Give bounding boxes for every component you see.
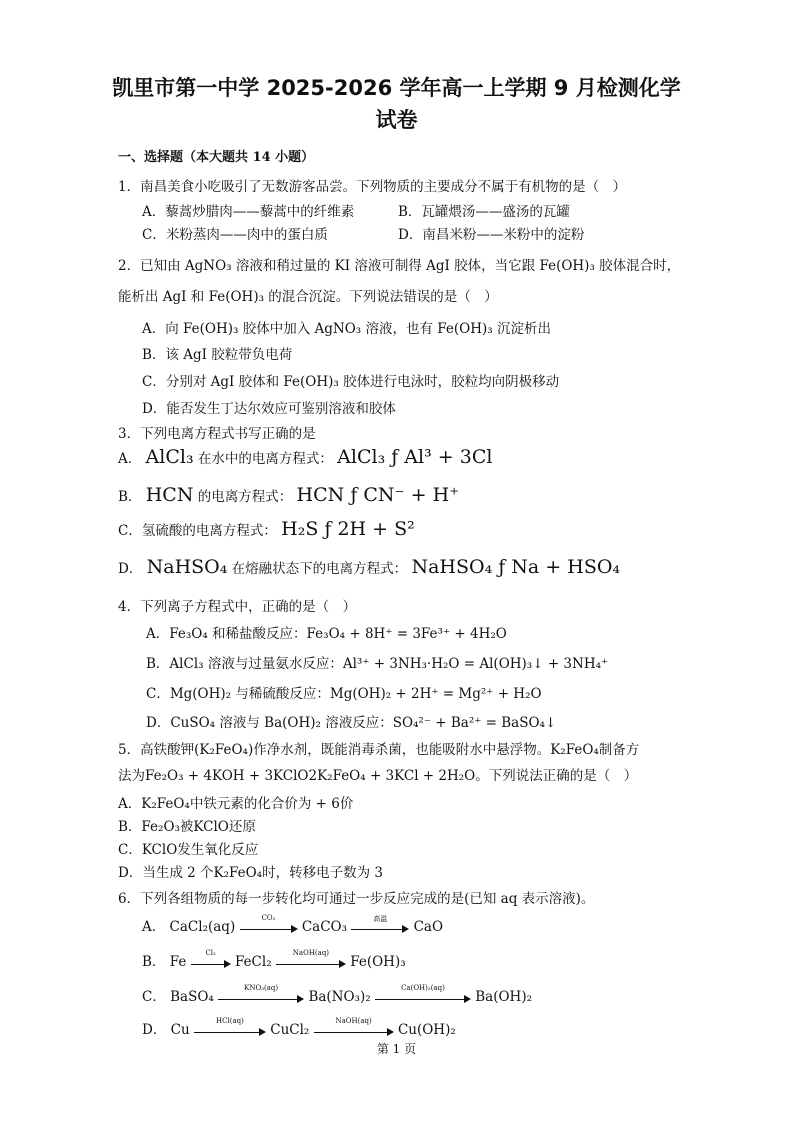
q3-option-c <box>118 518 415 540</box>
q6-d-arrow1 <box>194 1016 266 1038</box>
q3-b-equation: HCN ƒ CN⁻ + H⁺ <box>296 484 460 506</box>
q6-b-species2: FeCl₂ <box>234 954 272 970</box>
q6-option-b <box>142 950 406 970</box>
q1-option-a: A．藜蒿炒腊肉——藜蒿中的纤维素 <box>142 204 355 220</box>
q6-b-cond1: Cl₂ <box>205 948 216 957</box>
q6-a-species2: CaCO₃ <box>301 919 347 935</box>
q3-option-a <box>118 446 492 468</box>
q6-option-a <box>142 915 443 935</box>
q1-option-c: C．米粉蒸肉——肉中的蛋白质 <box>142 227 328 243</box>
q6-b-species1: Fe <box>169 954 187 970</box>
exam-title-line2: 试卷 <box>375 108 418 132</box>
q6-option-d <box>142 1018 456 1038</box>
q2-stem-line1: 2．已知由 AgNO₃ 溶液和稍过量的 KI 溶液可制得 AgI 胶体，当它跟 Fe(OH)₃ 胶体混合时， <box>118 258 681 274</box>
q3-a-equation: AlCl₃ ƒ Al³ + 3Cl <box>337 446 493 468</box>
q6-c-species3: Ba(OH)₂ <box>475 989 533 1005</box>
q6-d-cond2: NaOH(aq) <box>335 1016 372 1025</box>
q5-option-c: C．KClO发生氧化反应 <box>118 842 259 858</box>
q3-a-formula: AlCl₃ <box>145 446 194 468</box>
q6-b-cond2: NaOH(aq) <box>292 948 330 957</box>
q6-c-cond2: Ca(OH)₂(aq) <box>401 983 445 992</box>
q6-a-species3: CaO <box>413 919 444 935</box>
q6-b-arrow2 <box>276 948 346 970</box>
q3-b-formula: HCN <box>145 484 194 506</box>
q6-option-c <box>142 985 532 1005</box>
q3-stem: 3．下列电离方程式书写正确的是 <box>118 426 316 442</box>
q6-a-cond1: CO₂ <box>261 913 276 922</box>
q3-d-label: D． <box>118 561 143 577</box>
q6-a-species1: CaCl₂(aq) <box>169 919 236 935</box>
q5-option-b: B．Fe₂O₃被KClO还原 <box>118 819 256 835</box>
q5-stem-line2: 法为Fe₂O₃ + 4KOH + 3KClO2K₂FeO₄ + 3KCl + 2H₂O。下列说法正确的是（ ） <box>118 768 638 784</box>
q4-option-c: C．Mg(OH)₂ 与稀硫酸反应：Mg(OH)₂ + 2H⁺ = Mg²⁺ + H₂O <box>146 686 542 702</box>
page-number: 第 1 页 <box>376 1042 417 1056</box>
q6-stem: 6．下列各组物质的每一步转化均可通过一步反应完成的是(已知 aq 表示溶液)。 <box>118 891 595 907</box>
q3-option-b <box>118 484 459 506</box>
q3-d-equation: NaHSO₄ ƒ Na + HSO₄ <box>411 556 621 578</box>
q1-option-b: B．瓦罐煨汤——盛汤的瓦罐 <box>398 204 570 220</box>
q4-option-d: D．CuSO₄ 溶液与 Ba(OH)₂ 溶液反应：SO₄²⁻ + Ba²⁺ = BaSO₄↓ <box>146 715 557 731</box>
q2-option-b: B．该 AgI 胶粒带负电荷 <box>142 347 293 363</box>
q3-option-d <box>118 556 620 578</box>
q6-d-species2: CuCl₂ <box>270 1022 310 1038</box>
q4-stem: 4．下列离子方程式中，正确的是（ ） <box>118 599 357 615</box>
q6-d-arrow2 <box>314 1016 394 1038</box>
q3-d-formula: NaHSO₄ <box>146 556 228 578</box>
q5-option-a: A．K₂FeO₄中铁元素的化合价为 + 6价 <box>118 796 354 812</box>
q3-d-text: 在熔融状态下的电离方程式： <box>231 561 408 577</box>
q4-option-a: A．Fe₃O₄ 和稀盐酸反应：Fe₃O₄ + 8H⁺ = 3Fe³⁺ + 4H₂O <box>146 626 507 642</box>
q3-b-label: B． <box>118 489 142 505</box>
q6-a-arrow2 <box>351 914 409 935</box>
q3-b-text: 的电离方程式： <box>197 489 293 505</box>
q1-stem: 1．南昌美食小吃吸引了无数游客品尝。下列物质的主要成分不属于有机物的是（ ） <box>118 179 627 195</box>
q6-d-cond1: HCl(aq) <box>216 1016 244 1025</box>
exam-title-line1: 凯里市第一中学 2025-2026 学年高一上学期 9 月检测化学 <box>112 76 681 100</box>
q2-option-d: D．能否发生丁达尔效应可鉴别溶液和胶体 <box>142 401 396 417</box>
q6-d-species1: Cu <box>170 1022 190 1038</box>
q6-d-label: D． <box>142 1022 167 1038</box>
q6-c-arrow2 <box>375 983 471 1005</box>
q3-c-label: C．氢硫酸的电离方程式： <box>118 523 277 539</box>
q6-a-arrow1 <box>240 913 298 935</box>
q6-d-species3: Cu(OH)₂ <box>397 1022 456 1038</box>
q3-a-text: 在水中的电离方程式： <box>197 451 333 467</box>
q5-option-d: D．当生成 2 个K₂FeO₄时，转移电子数为 3 <box>118 865 383 881</box>
q2-stem-line2: 能析出 AgI 和 Fe(OH)₃ 的混合沉淀。下列说法错误的是（ ） <box>118 289 498 305</box>
q3-a-label: A． <box>118 451 142 467</box>
q6-c-species2: Ba(NO₃)₂ <box>308 989 371 1005</box>
q6-b-arrow1 <box>191 948 231 970</box>
q6-b-species3: Fe(OH)₃ <box>350 954 406 970</box>
q6-c-arrow1 <box>218 983 304 1005</box>
q6-c-label: C． <box>142 989 166 1005</box>
q6-b-label: B． <box>142 954 166 970</box>
q3-c-equation: H₂S ƒ 2H + S² <box>281 518 415 540</box>
q6-c-species1: BaSO₄ <box>170 989 214 1005</box>
q2-option-a: A．向 Fe(OH)₃ 胶体中加入 AgNO₃ 溶液，也有 Fe(OH)₃ 沉淀析出 <box>142 321 551 337</box>
q5-stem-line1: 5．高铁酸钾(K₂FeO₄)作净水剂，既能消毒杀菌，也能吸附水中悬浮物。K₂FeO₄制备方 <box>118 742 640 758</box>
q6-a-cond2: 高温 <box>373 914 388 923</box>
q2-option-c: C．分别对 AgI 胶体和 Fe(OH)₃ 胶体进行电泳时，胶粒均向阴极移动 <box>142 374 560 390</box>
q4-option-b: B．AlCl₃ 溶液与过量氨水反应：Al³⁺ + 3NH₃·H₂O = Al(OH)₃↓ + 3NH₄⁺ <box>146 656 609 672</box>
q6-a-label: A． <box>142 919 166 935</box>
q1-option-d: D．南昌米粉——米粉中的淀粉 <box>398 227 585 243</box>
section-heading: 一、选择题（本大题共 14 小题） <box>118 150 315 165</box>
q6-c-cond1: KNO₃(aq) <box>244 983 279 992</box>
